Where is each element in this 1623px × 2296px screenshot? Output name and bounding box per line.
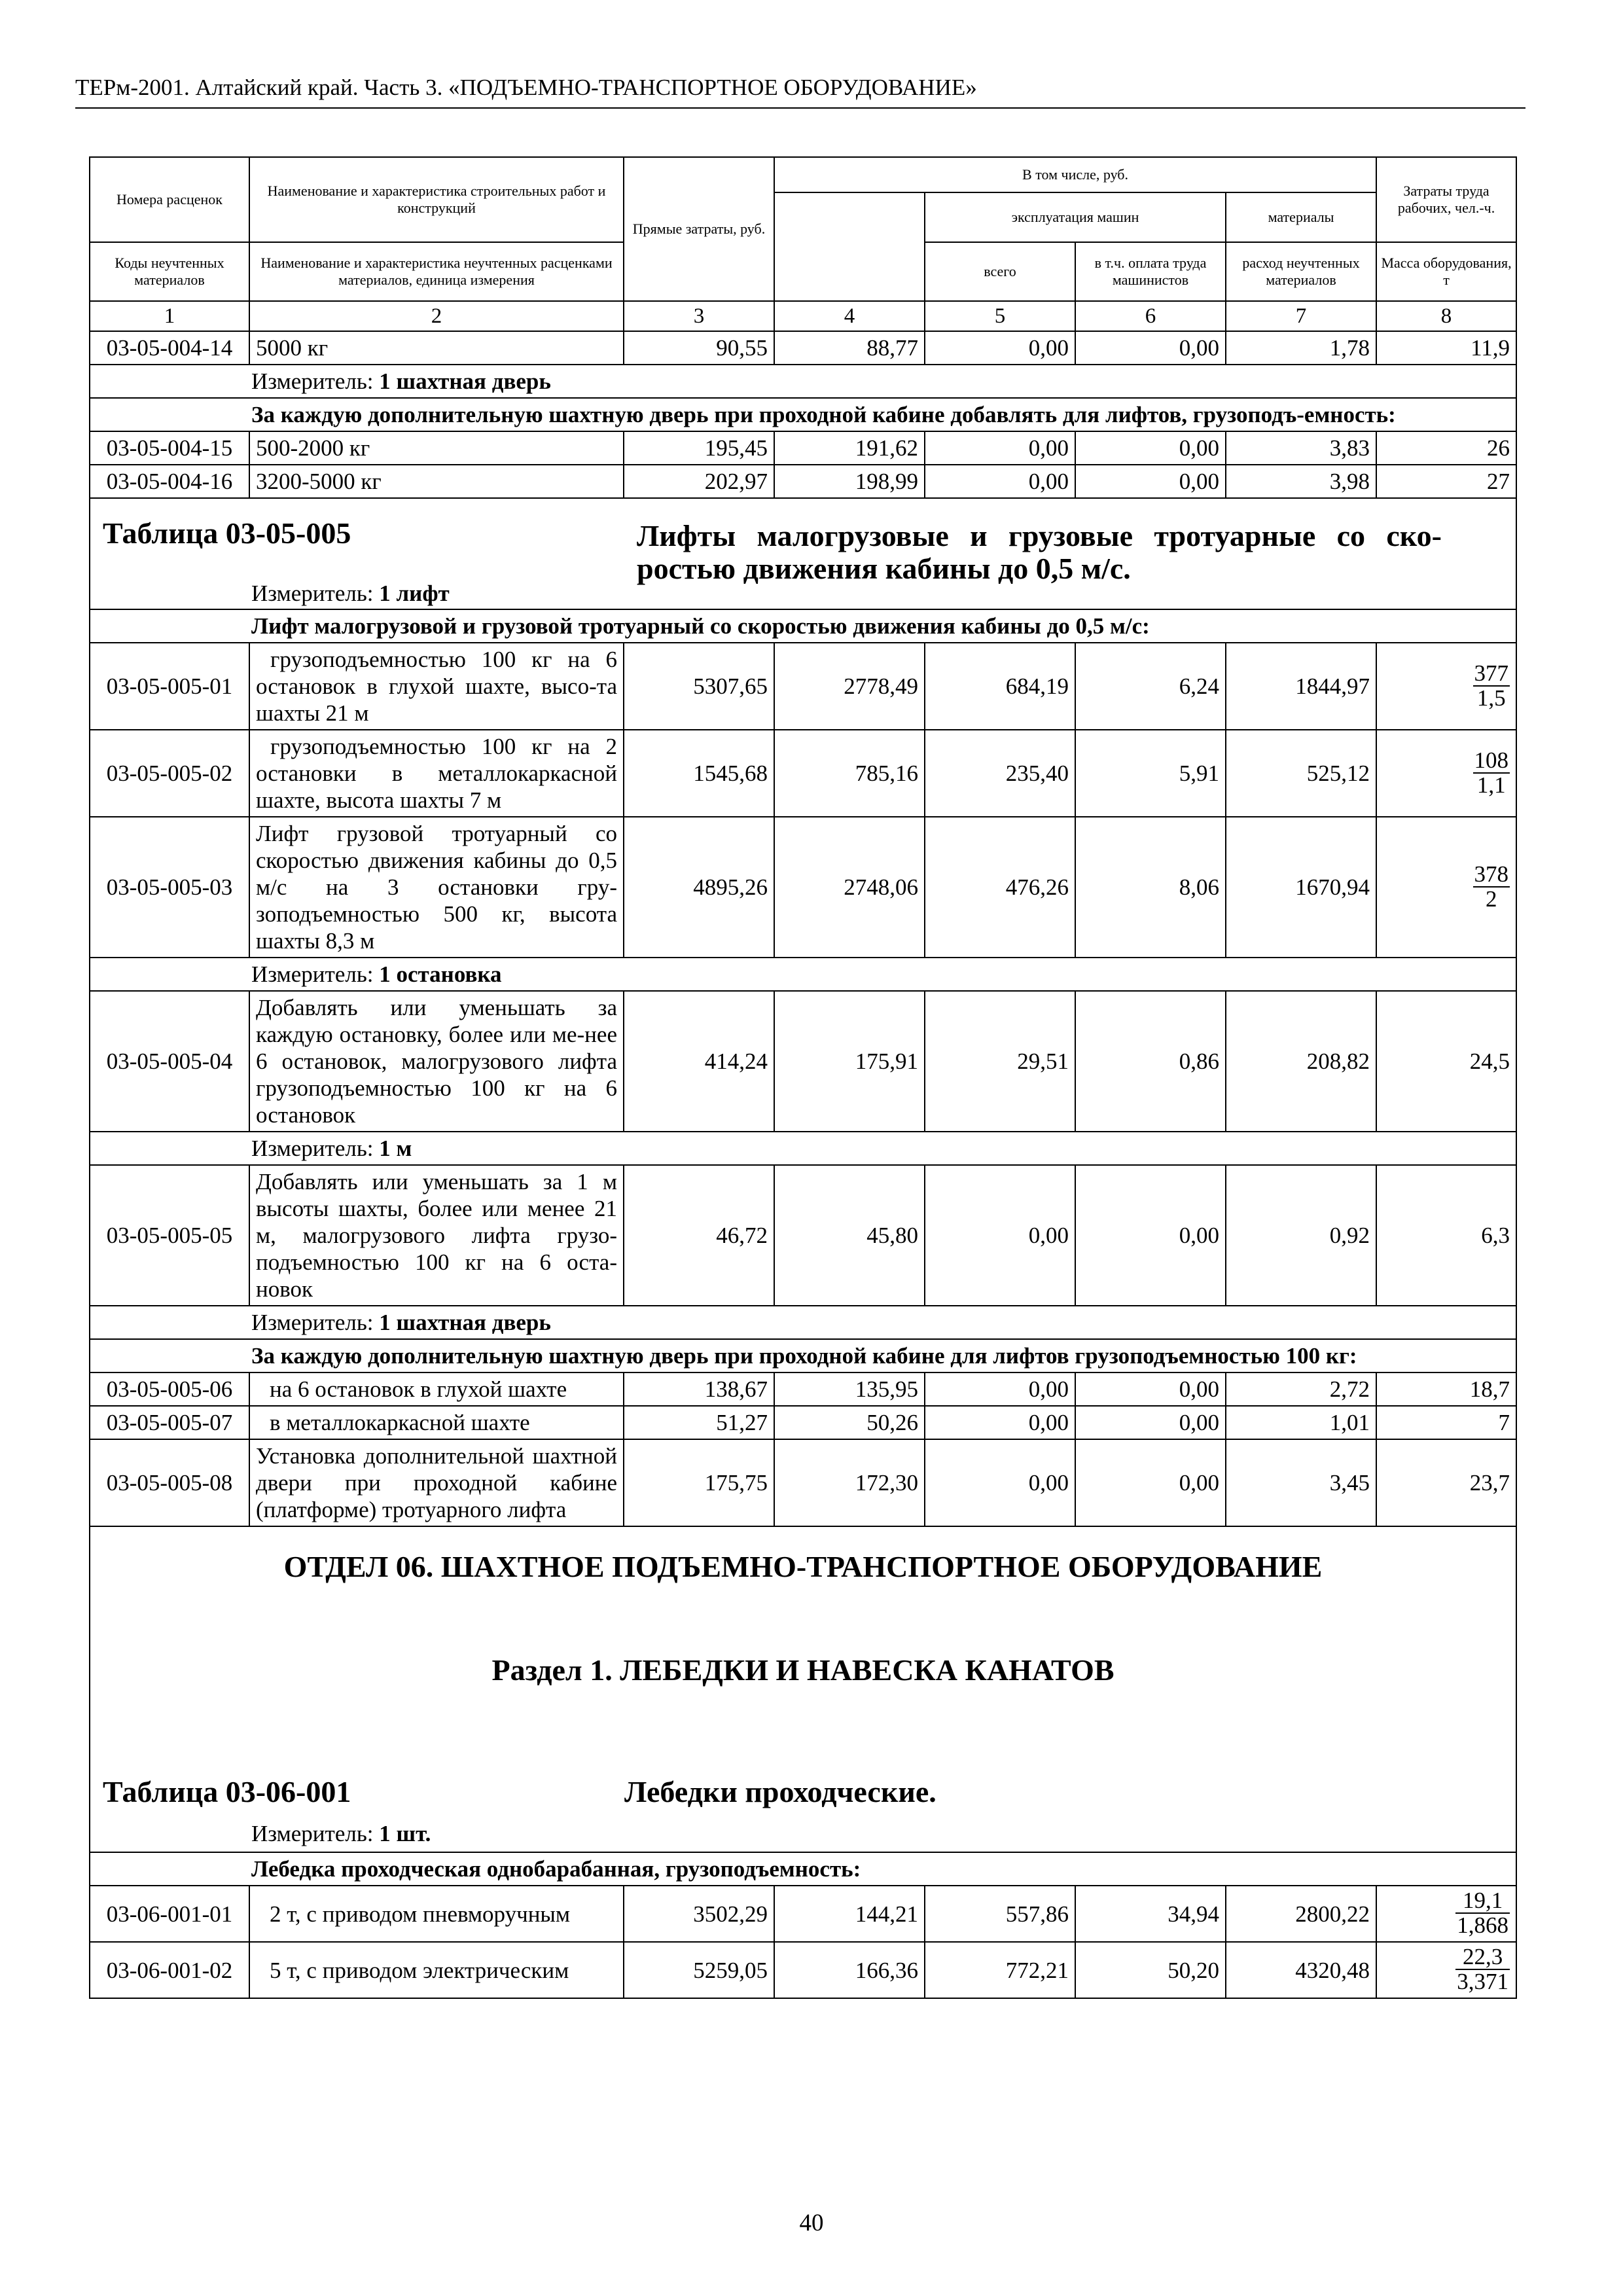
measure-row <box>90 1132 1516 1165</box>
col-equipment-mass: Масса оборудования, т <box>1376 242 1516 301</box>
col-number: 6 <box>1075 301 1226 331</box>
section-heading-row <box>90 1526 1516 1852</box>
labor-mass <box>1376 1886 1516 1942</box>
table-caption-row <box>90 498 1516 609</box>
machine-total: 0,00 <box>925 1165 1075 1306</box>
worker-pay: 198,99 <box>774 465 925 498</box>
measure-unit: 1 остановка <box>379 961 502 987</box>
materials: 1,78 <box>1226 331 1376 365</box>
direct-costs: 90,55 <box>624 331 774 365</box>
rates-table <box>89 156 1517 1999</box>
direct-costs: 5259,05 <box>624 1942 774 1998</box>
group-label: Лебедка проходческая однобарабанная, грузоподъемность: <box>90 1852 1516 1886</box>
measure-unit: 1 шахтная дверь <box>379 368 551 394</box>
col-rate-numbers: Номера расценок <box>90 157 249 242</box>
col-direct-costs: Прямые затраты, руб. <box>624 157 774 301</box>
running-header: ТЕРм-2001. Алтайский край. Часть 3. «ПОДЪЕМНО-ТРАНСПОРТНОЕ ОБОРУДОВАНИЕ» <box>75 73 1525 109</box>
measure-unit: 1 шахтная дверь <box>379 1310 551 1335</box>
table-row <box>90 431 1516 465</box>
col-number: 4 <box>774 301 925 331</box>
table-row <box>90 817 1516 958</box>
worker-pay: 191,62 <box>774 431 925 465</box>
rate-name: на 6 остановок в глухой шахте <box>249 1372 624 1406</box>
machine-total: 235,40 <box>925 730 1075 817</box>
rate-name: 500-2000 кг <box>249 431 624 465</box>
operator-pay: 0,00 <box>1075 1439 1226 1526</box>
machine-total: 0,00 <box>925 431 1075 465</box>
labor-mass <box>1376 817 1516 958</box>
rate-name: 2 т, с приводом пневморучным <box>249 1886 624 1942</box>
col-number: 2 <box>249 301 624 331</box>
col-including: В том числе, руб. <box>774 157 1376 192</box>
labor-costs: 22,3 <box>1455 1945 1510 1970</box>
operator-pay: 0,86 <box>1075 991 1226 1132</box>
labor-costs: 7 <box>1376 1406 1516 1439</box>
equipment-mass: 2 <box>1486 886 1497 912</box>
col-labor-costs: Затраты труда рабочих, чел.-ч. <box>1376 157 1516 242</box>
table-row <box>90 1439 1516 1526</box>
machine-total: 0,00 <box>925 331 1075 365</box>
col-machine-operation: эксплуатация машин <box>925 192 1226 242</box>
group-row <box>90 609 1516 643</box>
worker-pay: 785,16 <box>774 730 925 817</box>
section-title: Раздел 1. ЛЕБЕДКИ И НАВЕСКА КАНАТОВ <box>491 1653 1115 1687</box>
machine-total: 0,00 <box>925 1406 1075 1439</box>
col-number: 7 <box>1226 301 1376 331</box>
direct-costs: 51,27 <box>624 1406 774 1439</box>
materials: 1670,94 <box>1226 817 1376 958</box>
rate-code: 03-05-005-06 <box>90 1372 249 1406</box>
rate-code: 03-05-005-03 <box>90 817 249 958</box>
table-title: Лифты малогрузовые и грузовые тротуарные со ско-ростью движения кабины до 0,5 м/с. <box>637 519 1442 585</box>
labor-costs: 6,3 <box>1376 1165 1516 1306</box>
col-operator-pay: в т.ч. оплата труда машинистов <box>1075 242 1226 301</box>
table-row <box>90 991 1516 1132</box>
rate-code: 03-05-005-08 <box>90 1439 249 1526</box>
direct-costs: 202,97 <box>624 465 774 498</box>
group-row <box>90 398 1516 431</box>
direct-costs: 175,75 <box>624 1439 774 1526</box>
rate-name: Установка дополнительной шахтной двери при проходной кабине (платформе) тротуарного лифта <box>249 1439 624 1526</box>
operator-pay: 0,00 <box>1075 1406 1226 1439</box>
labor-costs: 24,5 <box>1376 991 1516 1132</box>
machine-total: 684,19 <box>925 643 1075 730</box>
col-number: 8 <box>1376 301 1516 331</box>
machine-total: 0,00 <box>925 465 1075 498</box>
rate-code: 03-05-005-01 <box>90 643 249 730</box>
worker-pay: 135,95 <box>774 1372 925 1406</box>
materials: 2800,22 <box>1226 1886 1376 1942</box>
materials: 208,82 <box>1226 991 1376 1132</box>
measure-unit: 1 шт. <box>379 1821 431 1846</box>
rate-code: 03-05-004-14 <box>90 331 249 365</box>
worker-pay: 175,91 <box>774 991 925 1132</box>
table-row <box>90 730 1516 817</box>
measure-label: Измеритель: <box>251 1136 374 1161</box>
direct-costs: 195,45 <box>624 431 774 465</box>
worker-pay: 172,30 <box>774 1439 925 1526</box>
table-id: Таблица 03-06-001 <box>103 1775 351 1808</box>
group-label: За каждую дополнительную шахтную дверь при проходной кабине добавлять для лифтов, грузоподъ-емность: <box>90 398 1516 431</box>
table-row <box>90 331 1516 365</box>
rate-name: в металлокаркасной шахте <box>249 1406 624 1439</box>
measure-unit: 1 м <box>379 1136 412 1161</box>
page-number: 40 <box>799 2210 824 2236</box>
operator-pay: 5,91 <box>1075 730 1226 817</box>
table-row <box>90 1372 1516 1406</box>
machine-total: 0,00 <box>925 1372 1075 1406</box>
group-row <box>90 1339 1516 1372</box>
measure-label: Измеритель: <box>251 1821 374 1846</box>
col-work-name: Наименование и характеристика строительных работ и конструкций <box>249 157 624 242</box>
col-material-names: Наименование и характеристика неучтенных расценками материалов, единица измерения <box>249 242 624 301</box>
machine-total: 0,00 <box>925 1439 1075 1526</box>
table-title: Лебедки проходческие. <box>624 1775 936 1808</box>
operator-pay: 0,00 <box>1075 465 1226 498</box>
group-row <box>90 1852 1516 1886</box>
rate-code: 03-05-005-07 <box>90 1406 249 1439</box>
direct-costs: 5307,65 <box>624 643 774 730</box>
labor-mass <box>1376 643 1516 730</box>
labor-costs: 108 <box>1474 747 1509 773</box>
rate-name: грузоподъемностью 100 кг на 2 остановки в металлокаркасной шахте, высота шахты 7 м <box>249 730 624 817</box>
col-unaccounted-materials: расход неучтенных материалов <box>1226 242 1376 301</box>
division-title: ОТДЕЛ 06. ШАХТНОЕ ПОДЪЕМНО-ТРАНСПОРТНОЕ ОБОРУДОВАНИЕ <box>283 1550 1323 1583</box>
labor-costs: 23,7 <box>1376 1439 1516 1526</box>
equipment-mass: 1,1 <box>1476 772 1506 798</box>
direct-costs: 3502,29 <box>624 1886 774 1942</box>
operator-pay: 6,24 <box>1075 643 1226 730</box>
rate-code: 03-05-004-16 <box>90 465 249 498</box>
operator-pay: 8,06 <box>1075 817 1226 958</box>
labor-costs: 19,1 <box>1455 1889 1510 1914</box>
direct-costs: 138,67 <box>624 1372 774 1406</box>
operator-pay: 0,00 <box>1075 1372 1226 1406</box>
rate-code: 03-05-005-02 <box>90 730 249 817</box>
table-row <box>90 1165 1516 1306</box>
equipment-mass: 3,371 <box>1457 1969 1509 1994</box>
materials: 1,01 <box>1226 1406 1376 1439</box>
col-machine-total: всего <box>925 242 1075 301</box>
table-row <box>90 1406 1516 1439</box>
rate-name: Добавлять или уменьшать за 1 м высоты шахты, более или менее 21 м, малогрузового лифта грузо-подъемностью 100 кг на 6 оста-новок <box>249 1165 624 1306</box>
measure-label: Измеритель: <box>251 1310 374 1335</box>
equipment-mass: 1,5 <box>1476 685 1506 711</box>
labor-costs: 26 <box>1376 431 1516 465</box>
operator-pay: 34,94 <box>1075 1886 1226 1942</box>
measure-unit: 1 лифт <box>379 581 450 606</box>
measure-row <box>90 958 1516 991</box>
worker-pay: 50,26 <box>774 1406 925 1439</box>
rate-code: 03-05-004-15 <box>90 431 249 465</box>
labor-mass <box>1376 730 1516 817</box>
operator-pay: 50,20 <box>1075 1942 1226 1998</box>
labor-costs: 378 <box>1474 861 1509 887</box>
machine-total: 476,26 <box>925 817 1075 958</box>
measure-label: Измеритель: <box>251 961 374 987</box>
table-row <box>90 1942 1516 1998</box>
col-number: 1 <box>90 301 249 331</box>
group-label: Лифт малогрузовой и грузовой тротуарный со скоростью движения кабины до 0,5 м/с: <box>90 609 1516 643</box>
col-material-codes: Коды неучтенных материалов <box>90 242 249 301</box>
labor-costs: 18,7 <box>1376 1372 1516 1406</box>
rate-name: 3200-5000 кг <box>249 465 624 498</box>
materials: 3,98 <box>1226 465 1376 498</box>
worker-pay: 144,21 <box>774 1886 925 1942</box>
operator-pay: 0,00 <box>1075 1165 1226 1306</box>
labor-costs: 11,9 <box>1376 331 1516 365</box>
col-materials: материалы <box>1226 192 1376 242</box>
materials: 3,45 <box>1226 1439 1376 1526</box>
table-row <box>90 1886 1516 1942</box>
machine-total: 557,86 <box>925 1886 1075 1942</box>
rate-code: 03-05-005-04 <box>90 991 249 1132</box>
operator-pay: 0,00 <box>1075 431 1226 465</box>
col-number: 3 <box>624 301 774 331</box>
rate-code: 03-06-001-01 <box>90 1886 249 1942</box>
worker-pay: 2778,49 <box>774 643 925 730</box>
direct-costs: 4895,26 <box>624 817 774 958</box>
labor-mass <box>1376 1942 1516 1998</box>
machine-total: 29,51 <box>925 991 1075 1132</box>
rate-name: грузоподъемностью 100 кг на 6 остановок в глухой шахте, высо-та шахты 21 м <box>249 643 624 730</box>
materials: 2,72 <box>1226 1372 1376 1406</box>
materials: 0,92 <box>1226 1165 1376 1306</box>
table-id: Таблица 03-05-005 <box>103 516 351 550</box>
rate-name: Добавлять или уменьшать за каждую остановку, более или ме-нее 6 остановок, малогрузового лифта грузоподъемностью 100 кг на 6 остановок <box>249 991 624 1132</box>
measure-row <box>90 1306 1516 1339</box>
direct-costs: 414,24 <box>624 991 774 1132</box>
direct-costs: 46,72 <box>624 1165 774 1306</box>
worker-pay: 45,80 <box>774 1165 925 1306</box>
rate-code: 03-06-001-02 <box>90 1942 249 1998</box>
materials: 1844,97 <box>1226 643 1376 730</box>
labor-costs: 27 <box>1376 465 1516 498</box>
measure-row <box>90 365 1516 398</box>
col-number: 5 <box>925 301 1075 331</box>
rate-name: 5000 кг <box>249 331 624 365</box>
worker-pay: 2748,06 <box>774 817 925 958</box>
labor-costs: 377 <box>1474 660 1509 686</box>
materials: 4320,48 <box>1226 1942 1376 1998</box>
rate-name: Лифт грузовой тротуарный со скоростью движения кабины до 0,5 м/с на 3 остановки гру-зоподъемностью 500 кг, высота шахты 8,3 м <box>249 817 624 958</box>
machine-total: 772,21 <box>925 1942 1075 1998</box>
worker-pay: 88,77 <box>774 331 925 365</box>
materials: 3,83 <box>1226 431 1376 465</box>
rate-name: 5 т, с приводом электрическим <box>249 1942 624 1998</box>
materials: 525,12 <box>1226 730 1376 817</box>
measure-label: Измеритель: <box>251 581 374 606</box>
operator-pay: 0,00 <box>1075 331 1226 365</box>
table-row <box>90 643 1516 730</box>
equipment-mass: 1,868 <box>1457 1912 1509 1938</box>
worker-pay: 166,36 <box>774 1942 925 1998</box>
measure-label: Измеритель: <box>251 368 374 394</box>
rate-code: 03-05-005-05 <box>90 1165 249 1306</box>
direct-costs: 1545,68 <box>624 730 774 817</box>
table-row <box>90 465 1516 498</box>
group-label: За каждую дополнительную шахтную дверь при проходной кабине для лифтов грузоподъемностью 100 кг: <box>90 1339 1516 1372</box>
